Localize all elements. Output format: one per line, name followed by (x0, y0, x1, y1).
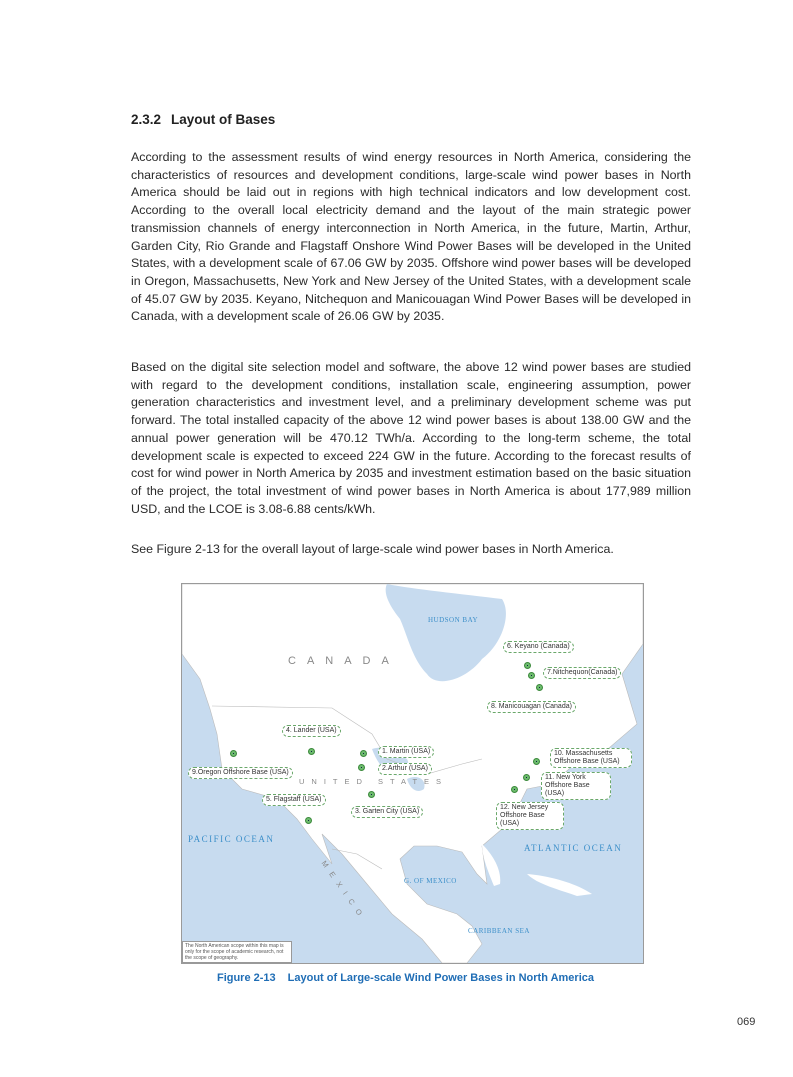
paragraph: According to the assessment results of wind energy resources in North America, considering the characteristics of resources and development conditions, large-scale wind power bases in North America should be laid out in regions with high technical indicators and low development cost. According to the overall local electricity demand and the layout of the main strategic power transmission channels of energy interconnection in North America, in the future, Martin, Arthur, Garden City, Rio Grande and Flagstaff Onshore Wind Power Bases will be developed in the United States, with a development scale of 67.06 GW by 2035. Offshore wind power bases will be developed in Oregon, Massachusetts, New York and New Jersey of the United States, with a development scale of 45.07 GW by 2035. Keyano, Nitchequon and Manicouagan Wind Power Bases will be developed in Canada, with a development scale of 26.06 GW by 2035. (131, 150, 691, 324)
base-marker (523, 774, 530, 781)
section-number: 2.3.2 (131, 112, 162, 127)
base-label-oregon: 9.Oregon Offshore Base (USA) (188, 767, 293, 779)
usa-label: UNITED STATES (299, 777, 449, 786)
base-marker (308, 748, 315, 755)
base-label-new-york: 11. New York Offshore Base (USA) (541, 772, 611, 800)
base-label-martin: 1. Martin (USA) (378, 746, 434, 758)
base-label-nitchequon: 7.Nitchequon(Canada) (543, 667, 621, 679)
base-label-manicouagan: 8. Manicouagan (Canada) (487, 701, 576, 713)
base-marker (511, 786, 518, 793)
figure-number: Figure 2-13 (216, 972, 276, 984)
base-label-garten-city: 3. Garten City (USA) (351, 806, 423, 818)
atlantic-ocean-label: ATLANTIC OCEAN (524, 843, 623, 853)
base-label-new-jersey: 12. New Jersey Offshore Base (USA) (496, 802, 564, 830)
hudson-bay-label: HUDSON BAY (428, 616, 479, 624)
base-label-lander: 4. Lander (USA) (282, 725, 341, 737)
base-marker (536, 684, 543, 691)
figure-caption (0, 972, 793, 984)
section-heading (131, 112, 285, 127)
base-marker (528, 672, 535, 679)
base-marker (230, 750, 237, 757)
base-marker (358, 764, 365, 771)
wind-bases-map (181, 583, 644, 964)
canada-label: CANADA (288, 655, 400, 667)
base-marker (533, 758, 540, 765)
base-marker (524, 662, 531, 669)
paragraph: Based on the digital site selection model and software, the above 12 wind power bases are studied with regard to the development conditions, installation scale, engineering assumption, power generation characteristics and investment level, and a preliminary development scheme was put forward. The total installed capacity of the above 12 wind power bases is about 138.00 GW and the annual power generation will be 470.12 TWh/a. According to the long-term scheme, the total development scale is expected to exceed 224 GW in the future. According to the forecast results of cost for wind power in North America by 2035 and investment estimation based on the basic situation of the project, the total investment of wind power bases in North America is about 177,989 million USD, and the LCOE is 3.08-6.88 cents/kWh. (131, 360, 691, 516)
caribbean-sea-label: CARIBBEAN SEA (468, 927, 530, 935)
base-marker (360, 750, 367, 757)
page-number: 069 (737, 1016, 756, 1028)
mexico-label: MEXICO (319, 859, 369, 923)
paragraph: See Figure 2-13 for the overall layout of large-scale wind power bases in North America. (131, 542, 614, 556)
base-marker (368, 791, 375, 798)
pacific-ocean-label: PACIFIC OCEAN (188, 834, 275, 844)
base-label-flagstaff: 5. Flagstaff (USA) (262, 794, 326, 806)
base-label-keyano: 6. Keyano (Canada) (503, 641, 574, 653)
map-disclaimer: The North American scope within this map is only for the scope of academic research, not the scope of geography. (182, 941, 292, 963)
base-label-arthur: 2.Arthur (USA) (378, 763, 432, 775)
base-marker (305, 817, 312, 824)
base-label-massachusetts: 10. Massachusetts Offshore Base (USA) (550, 748, 632, 768)
gulf-of-mexico-label: G. OF MEXICO (404, 877, 457, 885)
section-title: Layout of Bases (171, 112, 276, 127)
figure-title: Layout of Large-scale Wind Power Bases in North America (287, 972, 595, 984)
